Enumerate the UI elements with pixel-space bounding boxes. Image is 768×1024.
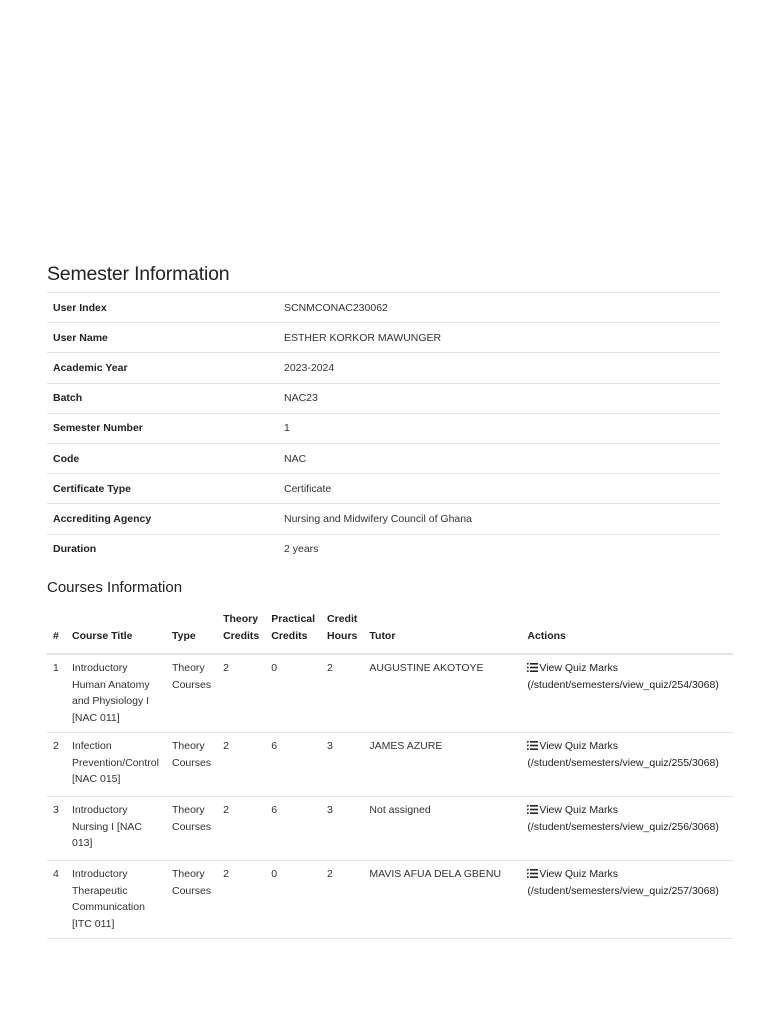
- info-value: NAC: [278, 443, 720, 473]
- info-row-accrediting-agency: [47, 504, 720, 534]
- list-icon: [527, 741, 538, 750]
- view-quiz-marks-link[interactable]: [527, 740, 718, 769]
- view-quiz-marks-label: View Quiz Marks: [539, 804, 618, 816]
- info-row-user-name: [47, 323, 720, 353]
- table-row: [47, 861, 733, 939]
- info-row-code: [47, 443, 720, 473]
- course-title: Introductory Nursing I [NAC 013]: [66, 797, 166, 861]
- header-credit-hours: Credit Hours: [321, 608, 363, 654]
- practical-credits: 6: [265, 797, 321, 861]
- header-tutor: Tutor: [363, 608, 521, 654]
- view-quiz-marks-url: (/student/semesters/view_quiz/255/3068): [527, 756, 719, 769]
- info-row-batch: [47, 383, 720, 413]
- table-row: [47, 654, 733, 733]
- course-title: Introductory Therapeutic Communication [ITC 011]: [66, 861, 166, 939]
- table-row: [47, 797, 733, 861]
- table-row: [47, 733, 733, 797]
- info-value: Certificate: [278, 474, 720, 504]
- info-value: NAC23: [278, 383, 720, 413]
- header-number: #: [47, 608, 66, 654]
- info-label: Academic Year: [47, 353, 278, 383]
- header-course-title: Course Title: [66, 608, 166, 654]
- practical-credits: 0: [265, 654, 321, 733]
- view-quiz-marks-link[interactable]: [527, 868, 718, 897]
- view-quiz-marks-link[interactable]: [527, 804, 718, 833]
- tutor-name: JAMES AZURE: [363, 733, 521, 797]
- course-type: Theory Courses: [166, 797, 217, 861]
- info-label: Semester Number: [47, 413, 278, 443]
- semester-information-title: Semester Information: [47, 263, 230, 285]
- course-number: 4: [47, 861, 66, 939]
- list-icon: [527, 805, 538, 814]
- theory-credits: 2: [217, 654, 265, 733]
- courses-information-title: Courses Information: [47, 579, 183, 596]
- course-title: Introductory Human Anatomy and Physiology I [NAC 011]: [66, 654, 166, 733]
- info-row-semester-number: [47, 413, 720, 443]
- course-number: 2: [47, 733, 66, 797]
- credit-hours: 3: [321, 733, 363, 797]
- actions-cell: [521, 797, 733, 861]
- courses-header-row: [47, 608, 733, 654]
- header-type: Type: [166, 608, 217, 654]
- info-label: Accrediting Agency: [47, 504, 278, 534]
- course-type: Theory Courses: [166, 733, 217, 797]
- course-type: Theory Courses: [166, 654, 217, 733]
- credit-hours: 2: [321, 654, 363, 733]
- info-label: Code: [47, 443, 278, 473]
- list-icon: [527, 869, 538, 878]
- info-value: 1: [278, 413, 720, 443]
- credit-hours: 2: [321, 861, 363, 939]
- info-label: Certificate Type: [47, 474, 278, 504]
- info-row-duration: [47, 534, 720, 564]
- practical-credits: 6: [265, 733, 321, 797]
- view-quiz-marks-label: View Quiz Marks: [539, 662, 618, 674]
- info-row-academic-year: [47, 353, 720, 383]
- header-practical-credits: Practical Credits: [265, 608, 321, 654]
- view-quiz-marks-url: (/student/semesters/view_quiz/254/3068): [527, 678, 719, 691]
- header-theory-credits: Theory Credits: [217, 608, 265, 654]
- view-quiz-marks-url: (/student/semesters/view_quiz/256/3068): [527, 820, 719, 833]
- practical-credits: 0: [265, 861, 321, 939]
- course-number: 3: [47, 797, 66, 861]
- course-title: Infection Prevention/Control [NAC 015]: [66, 733, 166, 797]
- semester-information-table: [47, 292, 720, 564]
- tutor-name: MAVIS AFUA DELA GBENU: [363, 861, 521, 939]
- info-value: 2 years: [278, 534, 720, 564]
- actions-cell: [521, 654, 733, 733]
- info-value: ESTHER KORKOR MAWUNGER: [278, 323, 720, 353]
- info-label: User Name: [47, 323, 278, 353]
- theory-credits: 2: [217, 797, 265, 861]
- info-label: Duration: [47, 534, 278, 564]
- course-type: Theory Courses: [166, 861, 217, 939]
- info-row-user-index: [47, 293, 720, 323]
- theory-credits: 2: [217, 861, 265, 939]
- actions-cell: [521, 861, 733, 939]
- tutor-name: AUGUSTINE AKOTOYE: [363, 654, 521, 733]
- header-actions: Actions: [521, 608, 733, 654]
- info-label: Batch: [47, 383, 278, 413]
- theory-credits: 2: [217, 733, 265, 797]
- course-number: 1: [47, 654, 66, 733]
- courses-table: [47, 608, 733, 939]
- actions-cell: [521, 733, 733, 797]
- info-value: SCNMCONAC230062: [278, 293, 720, 323]
- list-icon: [527, 663, 538, 672]
- view-quiz-marks-label: View Quiz Marks: [539, 868, 618, 880]
- view-quiz-marks-url: (/student/semesters/view_quiz/257/3068): [527, 884, 719, 897]
- info-value: Nursing and Midwifery Council of Ghana: [278, 504, 720, 534]
- info-row-certificate-type: [47, 474, 720, 504]
- info-label: User Index: [47, 293, 278, 323]
- info-value: 2023-2024: [278, 353, 720, 383]
- credit-hours: 3: [321, 797, 363, 861]
- view-quiz-marks-link[interactable]: [527, 662, 718, 691]
- tutor-name: Not assigned: [363, 797, 521, 861]
- view-quiz-marks-label: View Quiz Marks: [539, 740, 618, 752]
